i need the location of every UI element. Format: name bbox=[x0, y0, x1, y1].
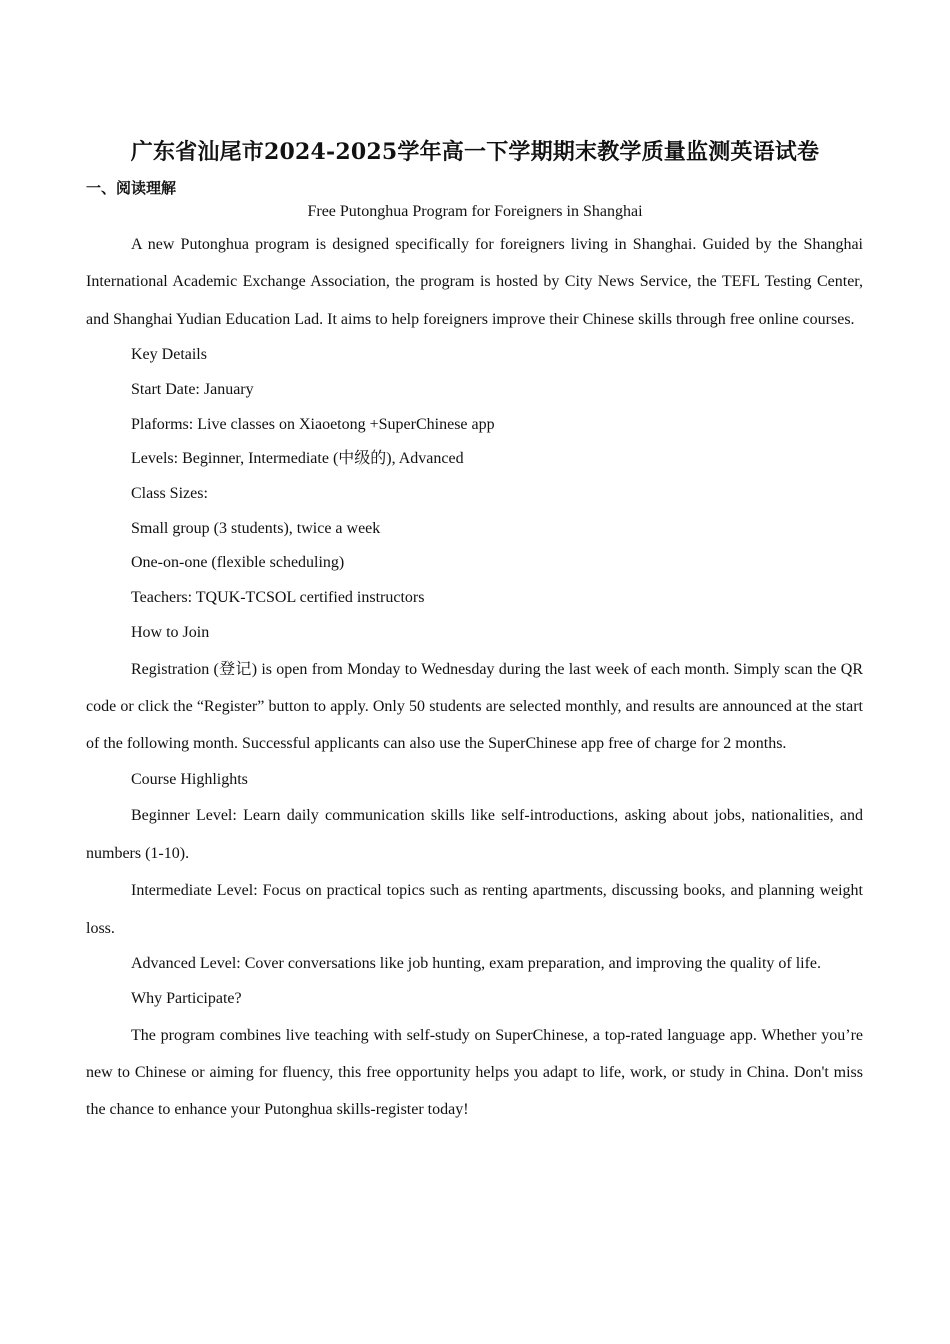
section-heading: 一、阅读理解 bbox=[86, 179, 177, 197]
heading-key-details: Key Details bbox=[131, 346, 207, 364]
heading-how-to-join: How to Join bbox=[131, 623, 210, 641]
paragraph-intermediate: Intermediate Level: Focus on practical topics such as renting apartments, discussing books, and planning weight loss. bbox=[86, 882, 863, 937]
paragraph-closing: The program combines live teaching with self-study on SuperChinese, a top-rated language app. Whether you’re new to Chinese or aiming for fluency, this free opportunity helps you adapt to life, work, or study in China. Don't miss the chance to enhance your Putonghua skills-register today! bbox=[86, 1026, 863, 1119]
detail-small-group: Small group (3 students), twice a week bbox=[131, 519, 381, 537]
detail-platforms: Plaforms: Live classes on Xiaoetong +SuperChinese app bbox=[131, 415, 495, 433]
paragraph-beginner: Beginner Level: Learn daily communication skills like self-introductions, asking about jobs, nationalities, and numbers (1-10). bbox=[86, 807, 863, 862]
paragraph-registration: Registration (登记) is open from Monday to Wednesday during the last week of each month. Simply scan the QR code or click the “Register” button to apply. Only 50 students are selected monthly, and results are announced at the start of the following month. Successful applicants can also use the SuperChinese app free of charge for 2 months. bbox=[86, 660, 863, 753]
passage-title: Free Putonghua Program for Foreigners in Shanghai bbox=[307, 203, 643, 220]
heading-why-participate: Why Participate? bbox=[131, 989, 242, 1007]
detail-class-sizes: Class Sizes: bbox=[131, 485, 208, 503]
exam-title: 广东省汕尾市2024-2025学年高一下学期期末教学质量监测英语试卷 bbox=[130, 139, 820, 165]
passage-body bbox=[86, 226, 863, 1129]
detail-start-date: Start Date: January bbox=[131, 380, 254, 398]
paragraph-intro: A new Putonghua program is designed specifically for foreigners living in Shanghai. Guided by the Shanghai International Academic Exchange Association, the program is hosted by City News Service, the TEFL Testing Center, and Shanghai Yudian Education Lad. It aims to help foreigners improve their Chinese skills through free online courses. bbox=[86, 236, 863, 328]
detail-one-on-one: One-on-one (flexible scheduling) bbox=[131, 554, 345, 572]
detail-levels: Levels: Beginner, Intermediate (中级的), Advanced bbox=[131, 450, 464, 468]
paragraph-advanced: Advanced Level: Cover conversations like job hunting, exam preparation, and improving the quality of life. bbox=[131, 955, 822, 973]
heading-course-highlights: Course Highlights bbox=[131, 770, 248, 788]
detail-teachers: Teachers: TQUK-TCSOL certified instructors bbox=[131, 589, 425, 607]
